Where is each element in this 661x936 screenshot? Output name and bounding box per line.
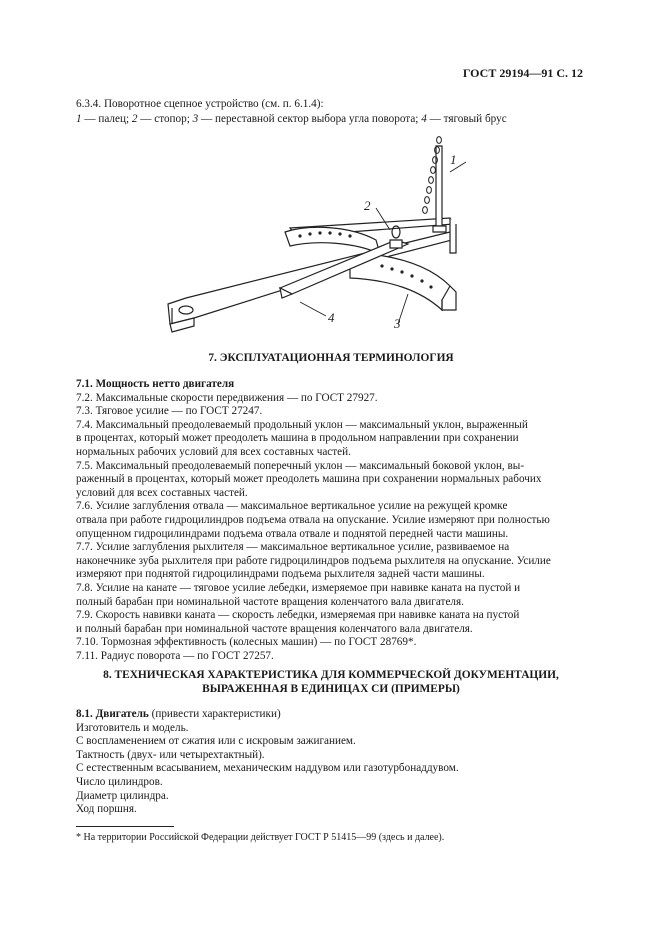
term-item: 7.8. Усилие на канате — тяговое усилие лебедки, измеряемое при навивке каната на пустой и xyxy=(76,581,521,594)
legend-text: — палец; xyxy=(81,113,132,125)
term-item: 7.2. Максимальные скорости передвижения — по ГОСТ 27927. xyxy=(76,391,378,404)
hitch-device-figure xyxy=(150,128,510,338)
figure-label-2: 2 xyxy=(364,198,371,213)
term-item: 7.4. Максимальный преодолеваемый продольный уклон — максимальный уклон, выраженный xyxy=(76,418,528,431)
term-item: 7.1. Мощность нетто двигателя xyxy=(76,378,235,390)
footnote: * На территории Российской Федерации действует ГОСТ Р 51415—99 (здесь и далее). xyxy=(76,832,445,843)
figure-label-4: 4 xyxy=(328,310,335,325)
term-item: 7.6. Усилие заглубления отвала — максимальное вертикальное усилие на режущей кромке xyxy=(76,500,508,513)
term-item-continuation: отвала при работе гидроцилиндров подъема отвала на опускание. Усилие измеряют при полностью xyxy=(76,513,550,526)
legend-text: — переставной сектор выбора угла поворота; xyxy=(198,113,422,125)
engine-line: Тактность (двух- или четырехтактный). xyxy=(76,748,265,761)
engine-line: Ход поршня. xyxy=(76,803,137,816)
subsection-8-1-note: (привести характеристики) xyxy=(148,708,281,720)
term-item-continuation: и полный барабан при номинальной частоте вращения коленчатого вала двигателя. xyxy=(76,622,473,635)
term-item: 7.7. Усилие заглубления рыхлителя — максимальное вертикальное усилие, развиваемое на xyxy=(76,541,510,554)
engine-line: Изготовитель и модель. xyxy=(76,721,189,734)
figure-caption-legend xyxy=(76,112,586,127)
term-item-continuation: измеряют при поднятой гидроцилиндрами подъема рыхлителя задней части машины. xyxy=(76,568,485,581)
figure-label-1: 1 xyxy=(450,152,457,167)
section-8-body xyxy=(76,708,586,817)
term-item-continuation: в процентах, который может преодолеть машина в продольном направлении при сохранении xyxy=(76,432,519,445)
term-item: 7.9. Скорость навивки каната — скорость лебедки, измеряемая при навивке каната на пустой xyxy=(76,609,520,622)
term-item: 7.3. Тяговое усилие — по ГОСТ 27247. xyxy=(76,405,263,418)
engine-line: С естественным всасыванием, механическим наддувом или газотурбонаддувом. xyxy=(76,762,459,775)
legend-num: 3 xyxy=(192,113,199,125)
subsection-8-1 xyxy=(76,708,586,722)
figure-label-3: 3 xyxy=(394,316,401,331)
term-item-continuation: опущенном гидроцилиндрами подъема отвала отвале и поднятой передней части машины. xyxy=(76,527,509,540)
term-item: 7.10. Тормозная эффективность (колесных машин) — по ГОСТ 28769*. xyxy=(76,636,417,649)
footnote-divider xyxy=(76,826,174,827)
term-item: 7.5. Максимальный преодолеваемый поперечный уклон — максимальный боковой уклон, вы- xyxy=(76,459,525,472)
term-item-continuation: полный барабан при номинальной частоте вращения коленчатого вала двигателя. xyxy=(76,595,464,608)
engine-line: Число цилиндров. xyxy=(76,775,163,788)
legend-text: — тяговый брус xyxy=(426,113,507,125)
section-7-title: 7. ЭКСПЛУАТАЦИОННАЯ ТЕРМИНОЛОГИЯ xyxy=(208,352,454,364)
term-item-continuation: наконечнике зуба рыхлителя при работе гидроцилиндров подъема рыхлителя на опускание. Усилие xyxy=(76,554,551,567)
term-item-continuation: нормальных рабочих условий для всех составных частей. xyxy=(76,445,351,458)
legend-num: 4 xyxy=(421,113,427,125)
subsection-8-1-heading: 8.1. Двигатель xyxy=(76,708,149,720)
legend-num: 2 xyxy=(131,113,138,125)
page-header: ГОСТ 29194—91 С. 12 xyxy=(462,66,583,80)
term-item-continuation: раженный в процентах, который может преодолеть машина при сохранении нормальных рабочих xyxy=(76,473,542,486)
legend-num: 1 xyxy=(76,113,82,125)
engine-line: С воспламенением от сжатия или с искровым зажиганием. xyxy=(76,735,356,748)
term-item-continuation: условий для всех составных частей. xyxy=(76,486,248,499)
legend-text: — стопор; xyxy=(137,113,193,125)
term-item: 7.11. Радиус поворота — по ГОСТ 27257. xyxy=(76,649,274,662)
figure-caption-title: 6.3.4. Поворотное сцепное устройство (см. п. 6.1.4): xyxy=(76,98,324,110)
section-8-title-line1: 8. ТЕХНИЧЕСКАЯ ХАРАКТЕРИСТИКА ДЛЯ КОММЕРЧЕСКОЙ ДОКУМЕНТАЦИИ, xyxy=(103,669,559,681)
section-7-body xyxy=(76,378,586,663)
engine-line: Диаметр цилиндра. xyxy=(76,789,169,802)
section-8-title-line2: ВЫРАЖЕННАЯ В ЕДИНИЦАХ СИ (ПРИМЕРЫ) xyxy=(202,683,460,695)
